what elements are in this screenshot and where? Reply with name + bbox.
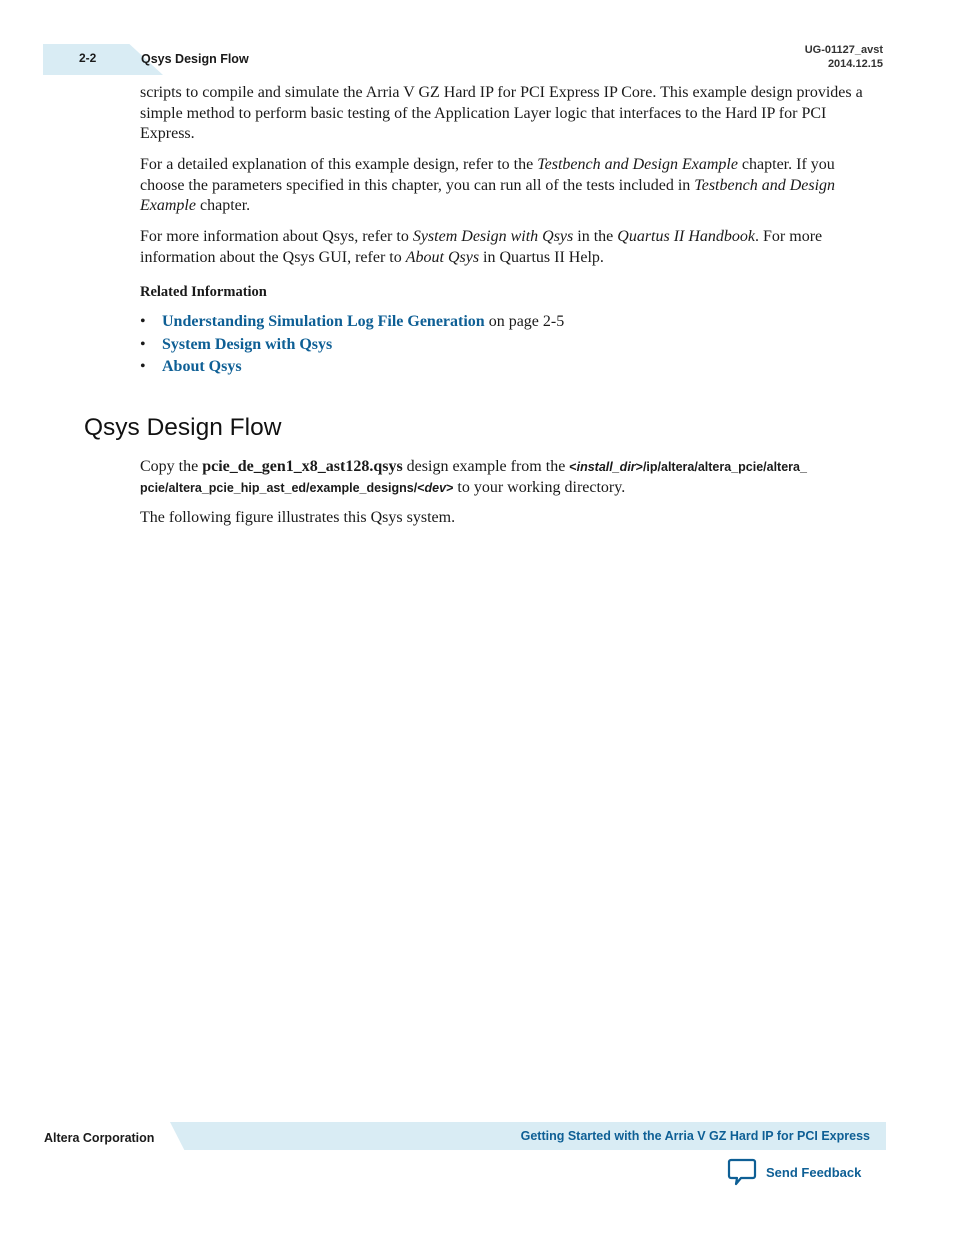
document-id-block <box>805 43 883 71</box>
intro-paragraph-1: scripts to compile and simulate the Arria V GZ Hard IP for PCI Express IP Core. This example design provides a simple method to perform basic testing of the Application Layer logic that interfaces to the Hard IP for PCI Express. <box>140 84 863 142</box>
link-sim-log[interactable]: Understanding Simulation Log File Generation <box>162 313 485 330</box>
related-link-item: • About Qsys <box>140 358 242 375</box>
send-feedback-button[interactable] <box>727 1158 861 1186</box>
page-number: 2-2 <box>79 51 97 65</box>
section-heading: Qsys Design Flow <box>84 414 282 441</box>
ref-testbench-2: Testbench and Design Example <box>140 176 836 214</box>
link-system-design-qsys[interactable]: System Design with Qsys <box>162 335 333 353</box>
related-link-item: • Understanding Simulation Log File Generation on page 2-5 <box>140 313 565 330</box>
ref-handbook: Quartus II Handbook <box>617 228 756 245</box>
intro-paragraph-3: For more information about Qsys, refer to System Design with Qsys in the Quartus II Handbook. For more information about the Qsys GUI, refer to About Qsys in Quartus II Help. <box>140 228 823 266</box>
send-feedback-label: Send Feedback <box>766 1164 862 1180</box>
ref-testbench-1: Testbench and Design Example <box>537 156 738 173</box>
copy-instructions: Copy the pcie_de_gen1_x8_ast128.qsys design example from the <install_dir>/ip/altera/altera_pcie/altera_ pcie/altera_pcie_hip_ast_ed/example_designs/<dev> to your working directory. <box>140 458 807 496</box>
related-info-heading: Related Information <box>140 284 267 300</box>
speech-bubble-icon <box>727 1158 757 1186</box>
document-date: 2014.12.15 <box>827 58 883 70</box>
document-id: UG-01127_avst <box>804 44 883 56</box>
intro-paragraph-2: For a detailed explanation of this example design, refer to the Testbench and Design Example chapter. If you choose the parameters specified in this chapter, you can run all of the tests included in Testbench and Design Example chapter. <box>140 156 836 214</box>
related-links-list <box>140 312 564 380</box>
figure-intro: The following figure illustrates this Qsys system. <box>140 509 456 526</box>
link-about-qsys[interactable]: About Qsys <box>162 358 242 375</box>
footer-doc-title[interactable]: Getting Started with the Arria V GZ Hard IP for PCI Express <box>520 1129 870 1143</box>
running-section-title: Qsys Design Flow <box>141 52 249 66</box>
ref-system-design: System Design with Qsys <box>412 228 574 245</box>
ref-about-qsys: About Qsys <box>405 248 480 266</box>
footer-company: Altera Corporation <box>44 1131 155 1145</box>
related-link-item: • System Design with Qsys <box>140 335 333 353</box>
qsys-filename: pcie_de_gen1_x8_ast128.qsys <box>202 458 403 475</box>
install-path: <install_dir>/ip/altera/altera_pcie/altera_ pcie/altera_pcie_hip_ast_ed/example_designs/<dev> <box>140 460 807 495</box>
